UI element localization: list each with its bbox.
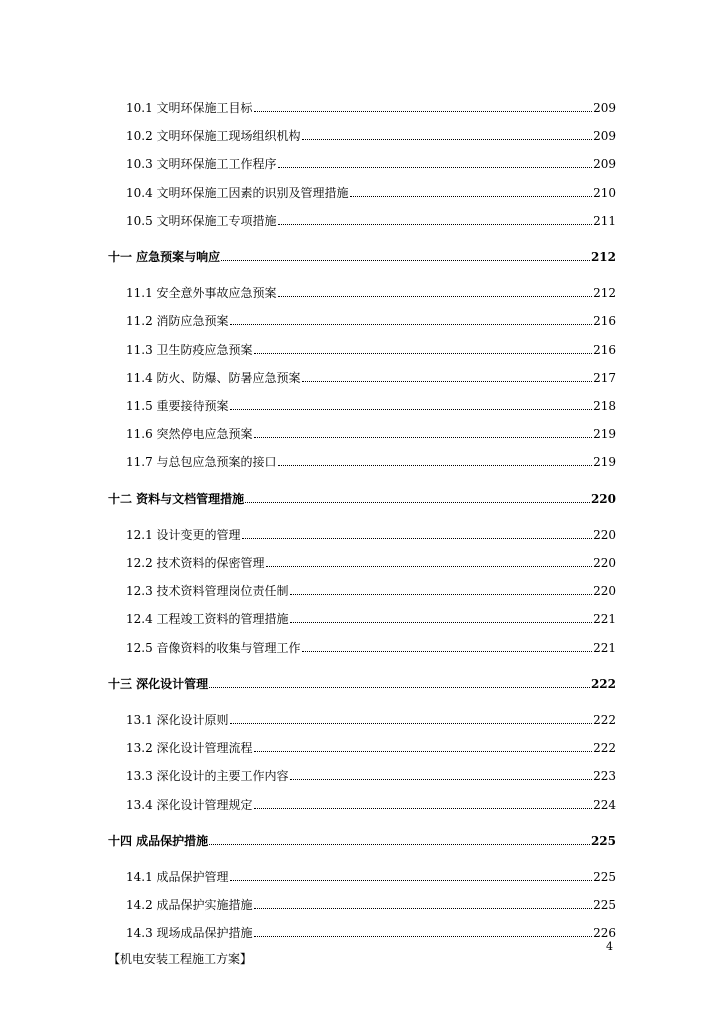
toc-entry-page: 209	[593, 129, 616, 144]
toc-leader-dots	[302, 651, 593, 652]
toc-leader-dots	[221, 260, 590, 261]
toc-entry-page: 216	[593, 314, 616, 329]
toc-leader-dots	[254, 908, 593, 909]
toc-entry-page: 219	[593, 427, 616, 442]
toc-entry-page: 222	[593, 741, 616, 756]
toc-entry-page: 209	[593, 157, 616, 172]
document-footer: 【机电安装工程施工方案】	[108, 952, 253, 966]
toc-entry-title: 12.4 工程竣工资料的管理措施	[126, 612, 289, 627]
toc-entry[interactable]	[126, 206, 616, 228]
toc-leader-dots	[254, 751, 593, 752]
toc-entry-title: 10.4 文明环保施工因素的识别及管理措施	[126, 185, 349, 200]
toc-entry-page: 210	[593, 185, 616, 200]
toc-entry-page: 221	[593, 612, 616, 627]
toc-leader-dots	[209, 844, 590, 845]
toc-entry-title: 十三 深化设计管理	[108, 676, 209, 691]
toc-entry[interactable]	[126, 918, 616, 940]
toc-entry-page: 218	[593, 399, 616, 413]
toc-entry[interactable]	[126, 633, 616, 655]
toc-entry[interactable]	[126, 520, 616, 542]
toc-entry-title: 10.5 文明环保施工专项措施	[126, 213, 277, 228]
toc-entry-title: 13.4 深化设计管理规定	[126, 797, 253, 812]
toc-entry-title: 十一 应急预案与响应	[108, 250, 221, 264]
toc-entry[interactable]	[126, 278, 616, 300]
toc-section-entry[interactable]	[108, 826, 616, 848]
toc-entry[interactable]	[126, 761, 616, 783]
toc-leader-dots	[290, 622, 593, 623]
toc-leader-dots	[254, 936, 593, 937]
toc-entry-page: 226	[593, 926, 616, 941]
toc-entry-title: 11.6 突然停电应急预案	[126, 427, 253, 442]
toc-entry-page: 224	[593, 797, 616, 812]
toc-entry-page: 223	[593, 769, 616, 784]
toc-entry-page: 225	[593, 870, 616, 884]
toc-entry-title: 10.1 文明环保施工目标	[126, 101, 253, 115]
toc-entry-page: 222	[590, 676, 616, 691]
toc-leader-dots	[302, 139, 593, 140]
toc-entry[interactable]	[126, 121, 616, 143]
toc-entry-title: 14.1 成品保护管理	[126, 870, 229, 884]
toc-leader-dots	[230, 324, 593, 325]
toc-section-entry[interactable]	[108, 242, 616, 264]
toc-leader-dots	[242, 538, 593, 539]
toc-leader-dots	[290, 779, 593, 780]
toc-entry[interactable]	[126, 862, 616, 884]
toc-entry-title: 11.1 安全意外事故应急预案	[126, 286, 277, 301]
toc-leader-dots	[278, 167, 593, 168]
toc-entry[interactable]	[126, 306, 616, 328]
toc-entry-title: 11.5 重要接待预案	[126, 399, 229, 413]
toc-entry-title: 12.1 设计变更的管理	[126, 527, 241, 542]
toc-entry[interactable]	[126, 447, 616, 469]
toc-entry-title: 12.3 技术资料管理岗位责任制	[126, 584, 289, 599]
toc-entry-title: 十二 资料与文档管理措施	[108, 491, 245, 506]
toc-entry-title: 11.2 消防应急预案	[126, 314, 229, 329]
toc-entry-title: 十四 成品保护措施	[108, 833, 209, 848]
toc-section-entry[interactable]	[108, 669, 616, 691]
toc-entry-page: 216	[593, 342, 616, 357]
toc-entry[interactable]	[126, 335, 616, 357]
page-number: 4	[606, 940, 613, 953]
toc-entry[interactable]	[126, 419, 616, 441]
toc-entry-title: 11.7 与总包应急预案的接口	[126, 455, 277, 470]
toc-entry-page: 211	[593, 213, 616, 228]
toc-entry-title: 12.5 音像资料的收集与管理工作	[126, 640, 301, 655]
toc-entry[interactable]	[126, 363, 616, 385]
toc-entry-page: 220	[590, 491, 616, 506]
toc-entry-title: 10.3 文明环保施工工作程序	[126, 157, 277, 172]
toc-leader-dots	[254, 437, 593, 438]
toc-entry[interactable]	[126, 705, 616, 727]
toc-entry[interactable]	[126, 604, 616, 626]
toc-leader-dots	[302, 381, 593, 382]
toc-entry-title: 14.3 现场成品保护措施	[126, 926, 253, 941]
toc-entry-page: 212	[590, 250, 616, 264]
toc-entry-title: 13.3 深化设计的主要工作内容	[126, 769, 289, 784]
toc-entry-title: 13.2 深化设计管理流程	[126, 741, 253, 756]
toc-entry[interactable]	[126, 790, 616, 812]
toc-entry-title: 14.2 成品保护实施措施	[126, 898, 253, 913]
toc-leader-dots	[254, 808, 593, 809]
toc-entry-title: 12.2 技术资料的保密管理	[126, 556, 265, 570]
toc-leader-dots	[266, 566, 593, 567]
toc-leader-dots	[278, 296, 593, 297]
toc-leader-dots	[230, 723, 593, 724]
toc-leader-dots	[278, 465, 593, 466]
toc-entry[interactable]	[126, 733, 616, 755]
toc-entry[interactable]	[126, 576, 616, 598]
toc-entry[interactable]	[126, 178, 616, 200]
toc-entry-page: 219	[593, 455, 616, 470]
toc-entry-title: 10.2 文明环保施工现场组织机构	[126, 129, 301, 144]
toc-section-entry[interactable]	[108, 484, 616, 506]
toc-leader-dots	[254, 111, 593, 112]
toc-entry-title: 13.1 深化设计原则	[126, 713, 229, 727]
toc-entry[interactable]	[126, 890, 616, 912]
toc-leader-dots	[350, 196, 593, 197]
toc-entry-page: 209	[593, 101, 616, 115]
toc-entry-page: 220	[593, 584, 616, 599]
toc-entry[interactable]	[126, 391, 616, 413]
toc-entry[interactable]	[126, 149, 616, 171]
toc-leader-dots	[245, 502, 590, 503]
toc-leader-dots	[230, 880, 593, 881]
toc-entry-title: 11.4 防火、防爆、防暑应急预案	[126, 370, 301, 385]
toc-entry-page: 220	[593, 556, 616, 570]
toc-entry[interactable]	[126, 548, 616, 570]
toc-entry-page: 225	[590, 833, 616, 848]
toc-entry-page: 222	[593, 713, 616, 727]
toc-leader-dots	[290, 594, 593, 595]
toc-leader-dots	[278, 224, 593, 225]
toc-entry-page: 220	[593, 527, 616, 542]
toc-entry[interactable]	[126, 93, 616, 115]
toc-entry-page: 221	[593, 640, 616, 655]
toc-leader-dots	[209, 687, 590, 688]
toc-entry-page: 225	[593, 898, 616, 913]
toc-entry-title: 11.3 卫生防疫应急预案	[126, 342, 253, 357]
toc-entry-page: 212	[593, 286, 616, 301]
toc-entry-page: 217	[593, 370, 616, 385]
toc-leader-dots	[230, 409, 593, 410]
toc-leader-dots	[254, 353, 593, 354]
